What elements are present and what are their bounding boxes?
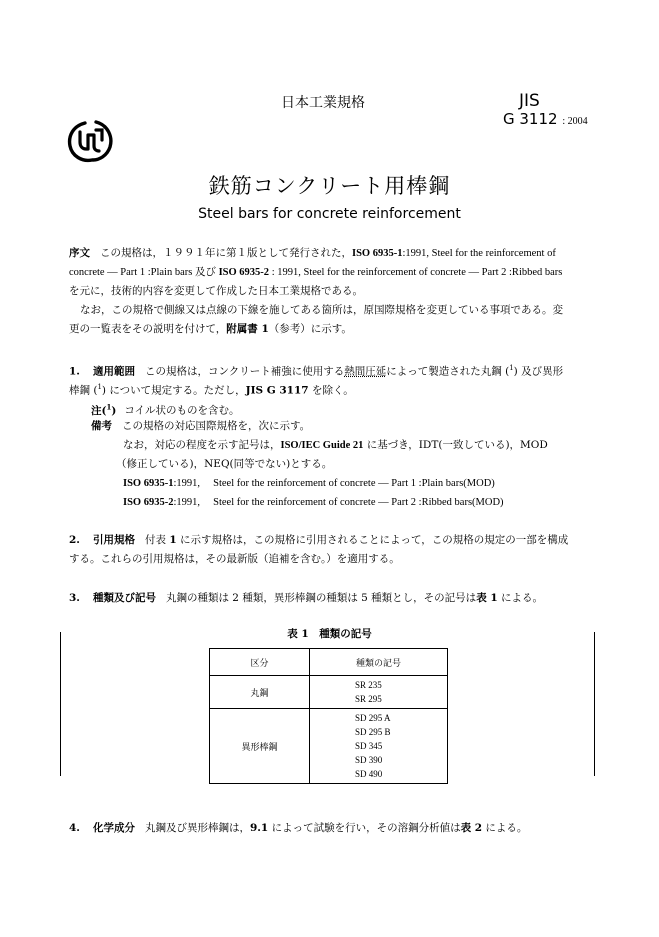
standard-year: : 2004 <box>562 116 588 127</box>
preface-text: この規格は，１９９１年に第１版として発行された， <box>100 247 352 259</box>
section-3-line-1 <box>69 590 543 607</box>
intl-standard-2 <box>123 494 504 511</box>
table-ref: 1 <box>169 534 177 546</box>
preface-text: concrete — Part 1 :Plain bars 及び <box>69 267 219 278</box>
remark-line-3: （修正している)，NEQ(同等でない)とする。 <box>116 458 333 470</box>
remark-line-1 <box>91 418 310 435</box>
change-bar-right <box>594 632 595 776</box>
section-4-line-1 <box>69 820 527 837</box>
excluded-standard: JIS G 3117 <box>245 384 309 397</box>
standard-number-code: G 3112 <box>503 110 558 128</box>
table-1-caption: 表 1 種類の記号 <box>287 628 372 640</box>
iso-6935-1-ref: ISO 6935-1 <box>352 248 403 259</box>
table-ref: 表 1 <box>476 592 498 604</box>
iso-6935-2-ref: ISO 6935-2 <box>218 267 270 278</box>
remark-text: この規格の対応国際規格を，次に示す。 <box>122 420 311 432</box>
column-header-category: 区分 <box>210 649 310 676</box>
section-number: 1. <box>69 365 80 378</box>
iso-code: ISO 6935-1 <box>123 478 174 489</box>
preface-line-1 <box>69 245 556 262</box>
section-text: を除く。 <box>308 384 354 397</box>
section-heading: 適用範囲 <box>92 365 135 378</box>
section-number: 4. <box>69 822 80 834</box>
preface-text: :1991, Steel for the reinforcement of <box>402 248 556 259</box>
symbol: SD 345 <box>355 741 383 751</box>
section-text: による。 <box>497 592 543 604</box>
intl-standard-1 <box>123 475 495 492</box>
annex-ref: 附属書 1 <box>226 323 269 335</box>
section-number: 2. <box>69 534 80 546</box>
section-text: 棒鋼 ( <box>69 384 98 397</box>
remark-text: に基づき，IDT(一致している)，MOD <box>363 439 548 451</box>
preface-text: （参考）に示す。 <box>268 323 352 335</box>
section-text: によって試験を行い，その溶鋼分析値は <box>268 822 461 834</box>
preface-line-3: を元に，技術的内容を変更して作成した日本工業規格である。 <box>69 285 363 297</box>
note-label <box>91 402 117 417</box>
preface-line-4: なお，この規格で側線又は点線の下線を施してある箇所は，原国際規格を変更している事項である。変 <box>80 304 563 316</box>
section-text: この規格は，コンクリート補強に使用する <box>144 365 345 378</box>
remark-label: 備考 <box>91 420 112 432</box>
section-number: 3. <box>69 592 80 604</box>
note-ref: 1 <box>97 383 102 391</box>
document-title-jp: 鉄筋コンクリート用棒鋼 <box>208 174 451 198</box>
section-1-line-2 <box>69 379 354 400</box>
symbol-cell <box>310 709 448 784</box>
document-title-en: Steel bars for concrete reinforcement <box>198 206 461 222</box>
jis-label: JIS <box>519 91 540 111</box>
remark-line-2 <box>123 437 548 454</box>
preface-line-5 <box>69 321 352 338</box>
table-ref: 表 2 <box>460 822 483 834</box>
modified-text: 熱間圧延 <box>344 365 387 378</box>
section-text: 付表 <box>144 534 170 546</box>
section-heading: 化学成分 <box>92 822 135 834</box>
note-label-text: 注( <box>91 404 107 417</box>
section-1-line-1 <box>69 360 563 381</box>
preface-text: 更の一覧表をその説明を付けて， <box>69 323 227 335</box>
section-2-line-1 <box>69 532 568 549</box>
change-bar-left <box>60 632 61 776</box>
table-1 <box>209 648 448 784</box>
section-text: ) 及び異形 <box>513 365 564 378</box>
symbol: SR 295 <box>355 694 382 704</box>
iso-title: :1991, Steel for the reinforcement of concrete — Part 2 :Ribbed bars(MOD) <box>173 497 504 508</box>
column-header-symbol: 種類の記号 <box>310 649 448 676</box>
section-text: 丸鋼の種類は 2 種類，異形棒鋼の種類は 5 種類とし，その記号は <box>165 592 477 604</box>
section-text: 丸鋼及び異形棒鋼は， <box>144 822 250 834</box>
category-cell: 丸鋼 <box>210 676 310 709</box>
symbol: SD 390 <box>355 755 383 765</box>
note-text: コイル状のものを含む。 <box>124 404 240 417</box>
symbol-cell <box>310 676 448 709</box>
note-label-text: ) <box>111 404 117 417</box>
section-text: による。 <box>482 822 528 834</box>
section-text: に示す規格は，この規格に引用されることによって，この規格の規定の一部を構成 <box>176 534 569 546</box>
section-text: ) について規定する。ただし， <box>101 384 246 397</box>
jis-mark-icon <box>66 118 114 164</box>
remark-text: なお，対応の程度を示す記号は， <box>123 439 281 451</box>
note-ref: 1 <box>509 364 514 372</box>
symbol: SD 295 B <box>355 727 391 737</box>
section-text: によって製造された丸鋼 ( <box>386 365 510 378</box>
section-2-line-2: する。これらの引用規格は，その最新版（追補を含む。）を適用する。 <box>69 553 400 565</box>
iso-iec-guide-ref: ISO/IEC Guide 21 <box>280 440 364 451</box>
iso-code: ISO 6935-2 <box>123 497 174 508</box>
section-heading: 引用規格 <box>92 534 135 546</box>
table-header-row <box>210 649 448 676</box>
iso-title: :1991, Steel for the reinforcement of concrete — Part 1 :Plain bars(MOD) <box>173 478 495 489</box>
note-number: 1 <box>106 402 112 411</box>
table-row <box>210 709 448 784</box>
note-1 <box>91 398 240 420</box>
clause-ref: 9.1 <box>249 822 269 834</box>
preface-line-2 <box>69 264 562 281</box>
symbol: SD 295 A <box>355 713 391 723</box>
table-row <box>210 676 448 709</box>
category-cell: 異形棒鋼 <box>210 709 310 784</box>
preface-label: 序文 <box>69 247 90 259</box>
symbol: SD 490 <box>355 769 383 779</box>
preface-text: : 1991, Steel for the reinforcement of concrete — Part 2 :Ribbed bars <box>269 267 563 278</box>
standard-title: 日本工業規格 <box>281 95 365 111</box>
section-heading: 種類及び記号 <box>92 592 156 604</box>
standard-number <box>503 110 588 128</box>
symbol: SR 235 <box>355 680 382 690</box>
